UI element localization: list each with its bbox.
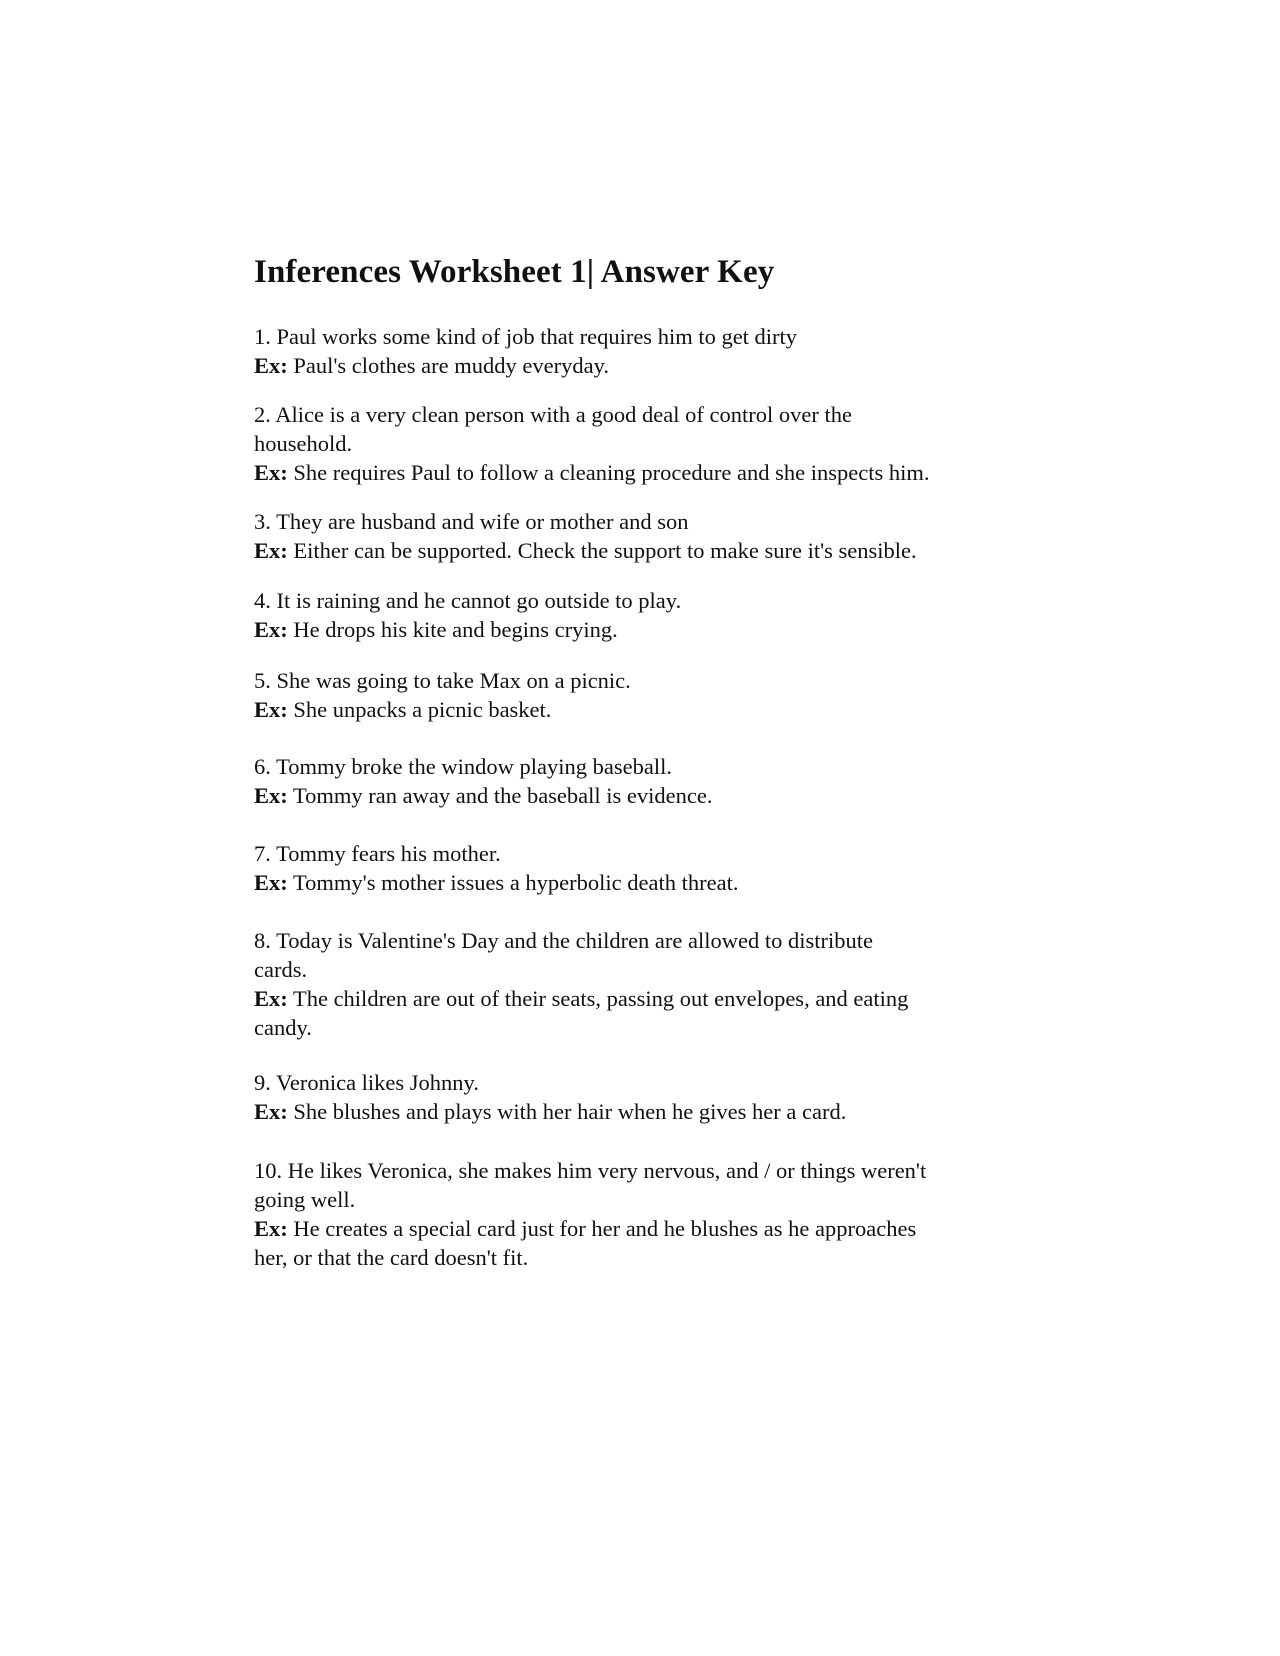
answer-text: 4. It is raining and he cannot go outside to play. bbox=[254, 588, 682, 613]
page-title: Inferences Worksheet 1| Answer Key bbox=[254, 254, 775, 290]
answer-item-6 bbox=[254, 752, 1034, 810]
answer-item-8 bbox=[254, 926, 1034, 1042]
example-text: candy. bbox=[254, 1015, 312, 1040]
example-line bbox=[254, 695, 1034, 724]
example-text: The children are out of their seats, passing out envelopes, and eating bbox=[287, 986, 909, 1011]
example-label: Ex: bbox=[254, 353, 288, 378]
answer-text: 8. Today is Valentine's Day and the children are allowed to distribute bbox=[254, 928, 873, 953]
answer-item-10 bbox=[254, 1156, 1034, 1272]
example-label: Ex: bbox=[254, 1099, 288, 1124]
answer-item-9 bbox=[254, 1068, 1034, 1126]
example-line bbox=[254, 458, 1034, 487]
example-label: Ex: bbox=[254, 697, 288, 722]
answer-item-4 bbox=[254, 586, 1034, 644]
answer-text: going well. bbox=[254, 1187, 356, 1212]
answer-text: cards. bbox=[254, 957, 308, 982]
example-label: Ex: bbox=[254, 538, 288, 563]
example-line bbox=[254, 1214, 1034, 1243]
example-line bbox=[254, 984, 1034, 1013]
example-line bbox=[254, 1097, 1034, 1126]
example-line bbox=[254, 868, 1034, 897]
example-text: She unpacks a picnic basket. bbox=[287, 697, 552, 722]
example-text: She blushes and plays with her hair when he gives her a card. bbox=[287, 1099, 847, 1124]
answer-text: 7. Tommy fears his mother. bbox=[254, 841, 501, 866]
example-text: her, or that the card doesn't fit. bbox=[254, 1245, 529, 1270]
answer-item-2 bbox=[254, 400, 1034, 487]
answer-item-3 bbox=[254, 507, 1034, 565]
example-label: Ex: bbox=[254, 460, 288, 485]
example-text: Paul's clothes are muddy everyday. bbox=[287, 353, 610, 378]
example-text: Either can be supported. Check the support to make sure it's sensible. bbox=[287, 538, 917, 563]
example-line bbox=[254, 615, 1034, 644]
example-label: Ex: bbox=[254, 617, 288, 642]
example-label: Ex: bbox=[254, 870, 288, 895]
example-line bbox=[254, 351, 1034, 380]
answer-text: household. bbox=[254, 431, 353, 456]
answer-item-5 bbox=[254, 666, 1034, 724]
example-text: He drops his kite and begins crying. bbox=[287, 617, 618, 642]
example-line bbox=[254, 781, 1034, 810]
answer-text: 1. Paul works some kind of job that requires him to get dirty bbox=[254, 324, 798, 349]
example-label: Ex: bbox=[254, 1216, 288, 1241]
answer-text: 2. Alice is a very clean person with a good deal of control over the bbox=[254, 402, 852, 427]
answer-text: 9. Veronica likes Johnny. bbox=[254, 1070, 479, 1095]
example-label: Ex: bbox=[254, 986, 288, 1011]
answer-text: 5. She was going to take Max on a picnic. bbox=[254, 668, 631, 693]
answer-item-7 bbox=[254, 839, 1034, 897]
example-text: He creates a special card just for her and he blushes as he approaches bbox=[287, 1216, 917, 1241]
answer-text: 10. He likes Veronica, she makes him very nervous, and / or things weren't bbox=[254, 1158, 927, 1183]
example-line bbox=[254, 536, 1034, 565]
example-text: Tommy's mother issues a hyperbolic death threat. bbox=[287, 870, 739, 895]
answer-item-1 bbox=[254, 322, 1034, 380]
example-label: Ex: bbox=[254, 783, 288, 808]
example-text: Tommy ran away and the baseball is evidence. bbox=[287, 783, 713, 808]
answer-text: 6. Tommy broke the window playing baseball. bbox=[254, 754, 672, 779]
answer-text: 3. They are husband and wife or mother and son bbox=[254, 509, 689, 534]
example-text: She requires Paul to follow a cleaning procedure and she inspects him. bbox=[287, 460, 930, 485]
